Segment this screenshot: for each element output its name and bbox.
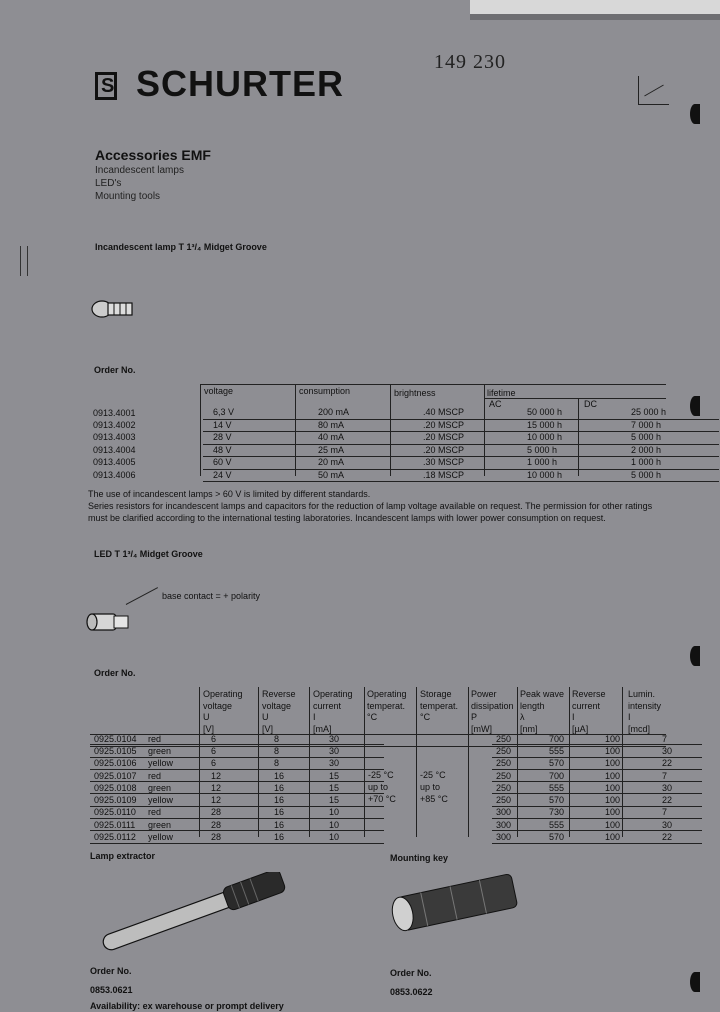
table-cell: 8: [270, 733, 325, 745]
table-cell: 16: [270, 831, 325, 843]
led-col-header-op-current: Operating: [313, 689, 353, 699]
table-cell: 16: [270, 794, 325, 806]
table-cell: .30 MSCP: [413, 457, 517, 470]
led-col-header-op-current: [mA]: [313, 723, 332, 734]
table-cell: 16: [270, 819, 325, 831]
table-cell: red: [144, 733, 207, 745]
table-cell: 30: [325, 733, 384, 745]
temp-span-cell: [384, 819, 492, 831]
led-col-header-rev-current: Reverse: [572, 689, 606, 699]
table-cell: 100: [601, 806, 658, 818]
lamp-order-label: Order No.: [94, 365, 136, 375]
table-row: [93, 457, 719, 470]
availability-note: Availability: ex warehouse or prompt delivery: [90, 1001, 284, 1011]
table-cell: 28: [207, 819, 270, 831]
table-cell: 100: [601, 831, 658, 843]
table-cell: 200 mA: [308, 407, 413, 419]
table-cell: 24 V: [203, 469, 308, 482]
led-col-header-intensity: [mcd]: [628, 723, 651, 734]
table-row: [90, 733, 702, 745]
brand-logo-icon: S: [95, 72, 117, 100]
led-col-header-op-temp: °C: [367, 712, 378, 722]
table-rule: [484, 398, 666, 399]
table-cell: 50 000 h: [517, 407, 621, 419]
table-cell: 16: [270, 806, 325, 818]
table-cell: 28: [207, 831, 270, 843]
table-cell: 20 mA: [308, 457, 413, 470]
table-cell: 0925.0106: [90, 757, 144, 769]
led-col-header-power: [mW]: [471, 723, 492, 734]
table-cell: 0913.4005: [93, 457, 136, 468]
table-cell: 100: [601, 794, 658, 806]
led-col-header-intensity: Lumin.: [628, 689, 656, 699]
led-col-header-op-current: current: [313, 700, 342, 711]
lamp-section-heading: Incandescent lamp T 1³/₄ Midget Groove: [95, 242, 267, 252]
table-row: [90, 806, 702, 818]
table-cell: 0913.4002: [93, 419, 136, 430]
table-cell: 0913.4004: [93, 444, 136, 455]
col-header-dc: DC: [584, 399, 597, 409]
temp-span-cell: [384, 757, 492, 769]
table-cell: 6: [207, 745, 270, 757]
table-cell: 570: [545, 757, 601, 769]
table-cell: 300: [492, 831, 545, 843]
table-cell: 250: [492, 745, 545, 757]
table-cell: 5 000 h: [621, 469, 719, 482]
callout-line: [126, 587, 158, 605]
led-col-header-wavelength: Peak wave: [520, 689, 565, 699]
table-cell: 50 mA: [308, 469, 413, 482]
table-cell: 700: [545, 769, 601, 781]
led-table: [90, 733, 702, 844]
extractor-order-no: 0853.0621: [90, 985, 133, 995]
table-row: [90, 819, 702, 831]
table-cell: 10 000 h: [517, 432, 621, 445]
led-col-header-storage-temp: Storage: [420, 689, 452, 699]
lamp-note: The use of incandescent lamps > 60 V is limited by different standards.: [88, 489, 371, 499]
table-cell: 30: [658, 745, 702, 757]
table-row: [93, 444, 719, 457]
table-cell: 250: [492, 794, 545, 806]
table-cell: 25 000 h: [621, 407, 719, 419]
led-col-header-rev-current: I: [572, 712, 575, 722]
led-col-header-op-temp: Operating: [367, 689, 407, 699]
led-col-header-op-voltage: [V]: [203, 723, 215, 734]
lamp-note: Series resistors for incandescent lamps and capacitors for the reduction of lamp voltage available on request. The permission for other ratings must be clarified according to the international testing laboratories. Incandescent lamps with lower power consumption on request.: [88, 501, 653, 523]
table-cell: yellow: [144, 757, 207, 769]
intro-line: LED's: [95, 178, 122, 189]
table-cell: .20 MSCP: [413, 444, 517, 457]
punch-hole-icon: [690, 646, 700, 666]
table-cell: 16: [270, 782, 325, 794]
table-cell: 30: [658, 782, 702, 794]
scan-left-mark: [20, 246, 28, 276]
temp-span-cell: [384, 806, 492, 818]
table-cell: 28 V: [203, 432, 308, 445]
table-cell: 16: [270, 769, 325, 781]
table-cell: 48 V: [203, 444, 308, 457]
table-cell: 22: [658, 757, 702, 769]
extractor-order-label: Order No.: [90, 966, 132, 976]
table-cell: red: [144, 769, 207, 781]
mounting-key-heading: Mounting key: [390, 853, 448, 863]
table-cell: 12: [207, 794, 270, 806]
table-cell: 6: [207, 733, 270, 745]
table-cell: 300: [492, 819, 545, 831]
table-cell: 14 V: [203, 419, 308, 432]
col-header-voltage: voltage: [204, 386, 234, 396]
table-cell: 60 V: [203, 457, 308, 470]
led-col-header-wavelength: λ: [520, 712, 525, 722]
intro-line: Mounting tools: [95, 191, 161, 202]
table-cell: 570: [545, 831, 601, 843]
table-row: [90, 769, 702, 781]
table-cell: 0925.0104: [90, 733, 144, 745]
table-cell: 250: [492, 757, 545, 769]
table-row: [90, 745, 702, 757]
table-cell: 0913.4001: [93, 407, 136, 418]
led-section-heading: LED T 1³/₄ Midget Groove: [94, 549, 203, 559]
table-cell: 8: [270, 757, 325, 769]
mounting-key-order-no: 0853.0622: [390, 987, 433, 997]
table-cell: .18 MSCP: [413, 469, 517, 482]
table-cell: 12: [207, 782, 270, 794]
led-col-header-rev-voltage: voltage: [262, 700, 292, 711]
table-cell: 25 mA: [308, 444, 413, 457]
table-cell: 6: [207, 757, 270, 769]
table-cell: 15: [325, 782, 384, 794]
table-cell: 1 000 h: [621, 457, 719, 470]
table-cell: 555: [545, 782, 601, 794]
table-cell: yellow: [144, 831, 207, 843]
storage-temp-value: up to: [420, 782, 441, 792]
handwritten-note: 149 230: [434, 51, 506, 73]
table-cell: 250: [492, 782, 545, 794]
table-rule: [200, 384, 666, 385]
col-header-ac: AC: [489, 399, 502, 409]
table-cell: 15: [325, 794, 384, 806]
table-cell: 5 000 h: [621, 432, 719, 445]
table-cell: 28: [207, 806, 270, 818]
brand-name: SCHURTER: [136, 63, 345, 104]
temp-span-cell: [384, 831, 492, 843]
table-row: [90, 782, 702, 794]
handwritten-mark-icon: [638, 76, 669, 105]
table-row: [93, 432, 719, 445]
scan-edge-band: [470, 0, 720, 14]
table-cell: 30: [325, 745, 384, 757]
table-row: [93, 407, 719, 419]
led-col-header-op-voltage: voltage: [203, 700, 233, 711]
table-cell: 0925.0109: [90, 794, 144, 806]
storage-temp-value: +85 °C: [420, 794, 448, 804]
table-cell: 2 000 h: [621, 444, 719, 457]
table-cell: 0913.4006: [93, 469, 136, 480]
table-cell: 22: [658, 794, 702, 806]
col-header-lifetime: lifetime: [487, 388, 516, 398]
table-row: [90, 794, 702, 806]
temp-span-cell: [384, 733, 492, 745]
table-cell: 40 mA: [308, 432, 413, 445]
table-cell: 100: [601, 769, 658, 781]
led-col-header-rev-voltage: Reverse: [262, 689, 296, 699]
led-col-header-storage-temp: temperat.: [420, 700, 459, 711]
table-cell: 1 000 h: [517, 457, 621, 470]
table-cell: 15: [325, 769, 384, 781]
table-cell: 22: [658, 831, 702, 843]
table-cell: 0925.0105: [90, 745, 144, 757]
table-cell: 15 000 h: [517, 419, 621, 432]
table-cell: 100: [601, 733, 658, 745]
op-temp-value: +70 °C: [368, 794, 396, 804]
table-row: [93, 469, 719, 482]
table-cell: 7: [658, 733, 702, 745]
lamp-table: [93, 407, 719, 482]
storage-temp-value: -25 °C: [420, 770, 446, 780]
table-cell: 0925.0107: [90, 769, 144, 781]
led-order-label: Order No.: [94, 668, 136, 678]
table-cell: 0925.0111: [90, 819, 144, 831]
table-cell: 0913.4003: [93, 432, 136, 443]
table-cell: 8: [270, 745, 325, 757]
op-temp-value: up to: [368, 782, 389, 792]
led-callout: base contact = + polarity: [162, 591, 261, 601]
table-cell: 555: [545, 819, 601, 831]
extractor-heading: Lamp extractor: [90, 851, 156, 861]
table-cell: 6,3 V: [203, 407, 308, 419]
table-cell: 300: [492, 806, 545, 818]
led-col-header-rev-current: [µA]: [572, 723, 589, 734]
table-cell: .20 MSCP: [413, 432, 517, 445]
table-row: [90, 757, 702, 769]
led-col-header-op-current: I: [313, 712, 316, 722]
table-cell: 5 000 h: [517, 444, 621, 457]
table-cell: 0925.0108: [90, 782, 144, 794]
table-cell: 7 000 h: [621, 419, 719, 432]
led-col-header-power: dissipation: [471, 700, 514, 711]
led-lamp-image: [84, 606, 134, 636]
op-temp-value: -25 °C: [368, 770, 394, 780]
table-cell: 700: [545, 733, 601, 745]
temp-span-cell: [384, 745, 492, 757]
table-cell: 10: [325, 819, 384, 831]
table-cell: 100: [601, 757, 658, 769]
table-cell: yellow: [144, 794, 207, 806]
led-col-header-intensity: intensity: [628, 700, 662, 711]
table-cell: 730: [545, 806, 601, 818]
led-col-header-op-temp: temperat.: [367, 700, 406, 711]
table-cell: 10 000 h: [517, 469, 621, 482]
table-cell: 30: [658, 819, 702, 831]
table-row: [93, 419, 719, 432]
table-cell: 0925.0112: [90, 831, 144, 843]
intro-line: Incandescent lamps: [95, 165, 184, 176]
led-col-header-rev-voltage: U: [262, 712, 269, 722]
led-col-header-power: Power: [471, 689, 497, 699]
table-cell: 30: [325, 757, 384, 769]
incandescent-lamp-image: [90, 298, 136, 320]
table-cell: red: [144, 806, 207, 818]
table-cell: 100: [601, 782, 658, 794]
led-col-header-rev-voltage: [V]: [262, 723, 274, 734]
punch-hole-icon: [690, 104, 700, 124]
led-col-header-rev-current: current: [572, 700, 601, 711]
table-cell: green: [144, 745, 207, 757]
table-cell: 7: [658, 769, 702, 781]
table-cell: green: [144, 819, 207, 831]
table-row: [90, 831, 702, 843]
table-cell: 7: [658, 806, 702, 818]
table-cell: 0925.0110: [90, 806, 144, 818]
led-col-header-op-voltage: U: [203, 712, 210, 722]
scan-edge-band-dark: [470, 14, 720, 20]
table-cell: 80 mA: [308, 419, 413, 432]
led-col-header-wavelength: length: [520, 700, 545, 711]
table-cell: 100: [601, 819, 658, 831]
col-header-consumption: consumption: [299, 386, 351, 396]
led-col-header-power: P: [471, 712, 478, 722]
table-cell: 10: [325, 831, 384, 843]
table-cell: 555: [545, 745, 601, 757]
table-cell: 10: [325, 806, 384, 818]
table-cell: 250: [492, 769, 545, 781]
mounting-key-image: [384, 870, 524, 940]
table-cell: green: [144, 782, 207, 794]
table-cell: 570: [545, 794, 601, 806]
led-col-header-intensity: I: [628, 712, 631, 722]
page-title: Accessories EMF: [95, 147, 211, 163]
punch-hole-icon: [690, 972, 700, 992]
table-cell: 12: [207, 769, 270, 781]
led-col-header-op-voltage: Operating: [203, 689, 243, 699]
table-cell: 100: [601, 745, 658, 757]
led-col-header-storage-temp: °C: [420, 712, 431, 722]
mounting-key-order-label: Order No.: [390, 968, 432, 978]
lamp-extractor-image: [88, 872, 298, 952]
col-header-brightness: brightness: [394, 388, 436, 398]
table-cell: .20 MSCP: [413, 419, 517, 432]
table-cell: .40 MSCP: [413, 407, 517, 419]
led-col-header-wavelength: [nm]: [520, 723, 538, 734]
table-cell: 250: [492, 733, 545, 745]
